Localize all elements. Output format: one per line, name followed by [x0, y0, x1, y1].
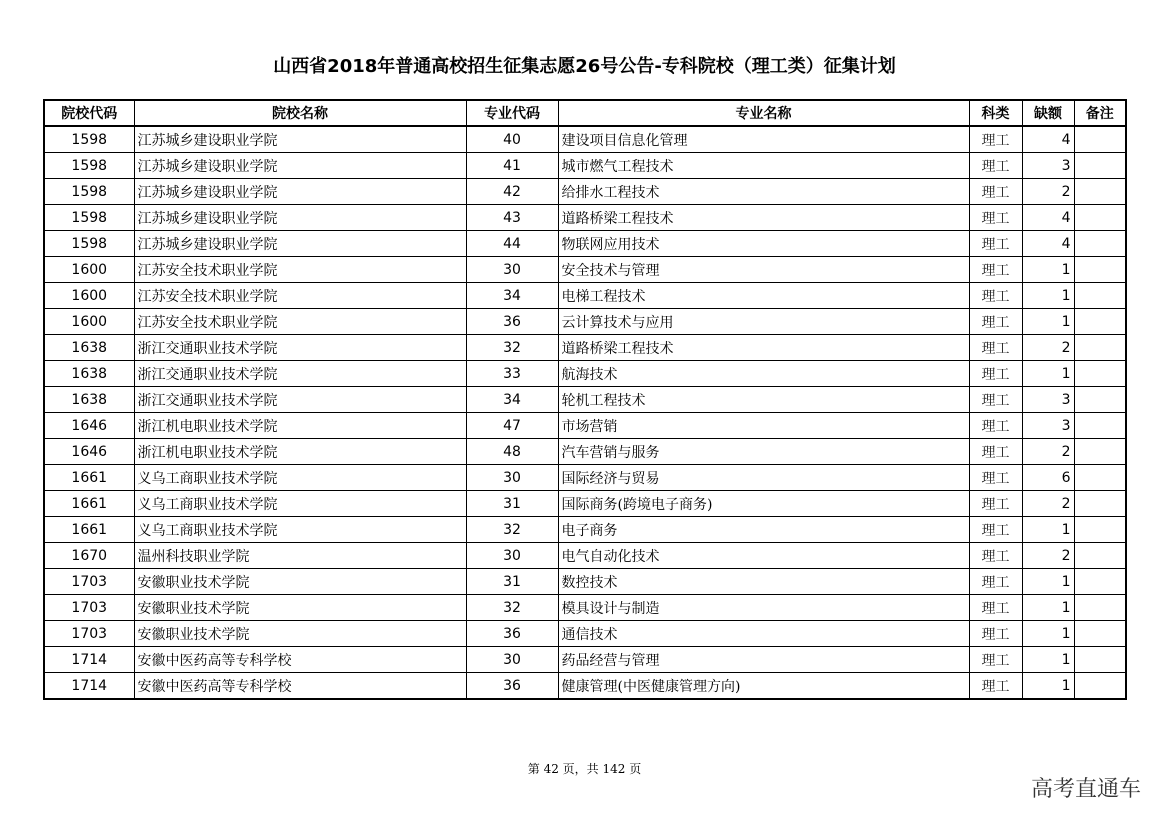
cell-major-code: 34	[466, 283, 558, 309]
cell-remarks	[1074, 153, 1126, 179]
cell-school-name: 江苏城乡建设职业学院	[134, 126, 466, 153]
table-row	[44, 543, 1126, 569]
cell-school-code: 1714	[44, 647, 134, 673]
cell-category: 理工	[969, 231, 1022, 257]
cell-category: 理工	[969, 361, 1022, 387]
cell-school-name: 江苏城乡建设职业学院	[134, 153, 466, 179]
cell-remarks	[1074, 673, 1126, 700]
cell-major-name: 模具设计与制造	[558, 595, 969, 621]
cell-school-name: 安徽职业技术学院	[134, 569, 466, 595]
cell-major-name: 汽车营销与服务	[558, 439, 969, 465]
cell-major-name: 城市燃气工程技术	[558, 153, 969, 179]
cell-category: 理工	[969, 387, 1022, 413]
cell-major-name: 安全技术与管理	[558, 257, 969, 283]
cell-major-code: 36	[466, 309, 558, 335]
cell-category: 理工	[969, 205, 1022, 231]
cell-major-name: 电子商务	[558, 517, 969, 543]
cell-major-name: 电梯工程技术	[558, 283, 969, 309]
cell-vacancies: 1	[1022, 673, 1074, 700]
cell-school-code: 1703	[44, 595, 134, 621]
header-category: 科类	[969, 100, 1022, 126]
cell-vacancies: 1	[1022, 257, 1074, 283]
header-remarks: 备注	[1074, 100, 1126, 126]
watermark: 高考直通车	[1030, 777, 1141, 802]
cell-school-code: 1598	[44, 205, 134, 231]
cell-major-code: 42	[466, 179, 558, 205]
page-title: 山西省2018年普通高校招生征集志愿26号公告-专科院校（理工类）征集计划	[273, 56, 896, 77]
cell-remarks	[1074, 543, 1126, 569]
cell-school-name: 浙江交通职业技术学院	[134, 361, 466, 387]
cell-major-name: 通信技术	[558, 621, 969, 647]
cell-school-name: 浙江机电职业技术学院	[134, 413, 466, 439]
cell-school-name: 浙江交通职业技术学院	[134, 387, 466, 413]
cell-category: 理工	[969, 179, 1022, 205]
cell-category: 理工	[969, 335, 1022, 361]
cell-major-code: 32	[466, 517, 558, 543]
table-row	[44, 205, 1126, 231]
cell-major-code: 41	[466, 153, 558, 179]
table-row	[44, 179, 1126, 205]
table-row	[44, 569, 1126, 595]
cell-vacancies: 1	[1022, 309, 1074, 335]
cell-major-name: 国际经济与贸易	[558, 465, 969, 491]
cell-school-code: 1661	[44, 491, 134, 517]
cell-remarks	[1074, 309, 1126, 335]
cell-school-code: 1646	[44, 439, 134, 465]
cell-vacancies: 4	[1022, 231, 1074, 257]
cell-vacancies: 1	[1022, 283, 1074, 309]
table-row	[44, 491, 1126, 517]
cell-vacancies: 3	[1022, 153, 1074, 179]
cell-school-name: 义乌工商职业技术学院	[134, 465, 466, 491]
cell-major-name: 云计算技术与应用	[558, 309, 969, 335]
cell-school-name: 江苏安全技术职业学院	[134, 309, 466, 335]
cell-remarks	[1074, 231, 1126, 257]
cell-major-name: 健康管理(中医健康管理方向)	[558, 673, 969, 700]
cell-school-name: 安徽中医药高等专科学校	[134, 647, 466, 673]
cell-major-name: 建设项目信息化管理	[558, 126, 969, 153]
cell-school-name: 江苏安全技术职业学院	[134, 257, 466, 283]
table-row	[44, 126, 1126, 153]
cell-category: 理工	[969, 257, 1022, 283]
cell-school-name: 江苏城乡建设职业学院	[134, 231, 466, 257]
cell-school-code: 1598	[44, 153, 134, 179]
table-row	[44, 309, 1126, 335]
header-vacancies: 缺额	[1022, 100, 1074, 126]
cell-vacancies: 1	[1022, 647, 1074, 673]
cell-remarks	[1074, 387, 1126, 413]
table-row	[44, 517, 1126, 543]
cell-major-code: 33	[466, 361, 558, 387]
cell-vacancies: 1	[1022, 361, 1074, 387]
cell-school-name: 江苏城乡建设职业学院	[134, 179, 466, 205]
cell-remarks	[1074, 335, 1126, 361]
cell-category: 理工	[969, 465, 1022, 491]
cell-major-name: 物联网应用技术	[558, 231, 969, 257]
cell-remarks	[1074, 595, 1126, 621]
cell-school-code: 1598	[44, 179, 134, 205]
cell-major-name: 国际商务(跨境电子商务)	[558, 491, 969, 517]
cell-category: 理工	[969, 647, 1022, 673]
cell-major-name: 药品经营与管理	[558, 647, 969, 673]
cell-major-code: 31	[466, 569, 558, 595]
cell-major-name: 市场营销	[558, 413, 969, 439]
cell-school-name: 安徽职业技术学院	[134, 621, 466, 647]
cell-vacancies: 1	[1022, 621, 1074, 647]
table-header-row	[44, 100, 1126, 126]
cell-school-code: 1703	[44, 569, 134, 595]
cell-vacancies: 4	[1022, 126, 1074, 153]
cell-school-code: 1600	[44, 283, 134, 309]
table-row	[44, 647, 1126, 673]
cell-school-code: 1646	[44, 413, 134, 439]
cell-remarks	[1074, 647, 1126, 673]
cell-major-code: 43	[466, 205, 558, 231]
cell-category: 理工	[969, 309, 1022, 335]
cell-vacancies: 4	[1022, 205, 1074, 231]
cell-remarks	[1074, 465, 1126, 491]
cell-school-code: 1638	[44, 335, 134, 361]
cell-category: 理工	[969, 126, 1022, 153]
header-major-name: 专业名称	[558, 100, 969, 126]
table-row	[44, 283, 1126, 309]
cell-major-code: 48	[466, 439, 558, 465]
cell-category: 理工	[969, 569, 1022, 595]
table-row	[44, 673, 1126, 700]
cell-remarks	[1074, 413, 1126, 439]
cell-major-name: 电气自动化技术	[558, 543, 969, 569]
table-row	[44, 387, 1126, 413]
cell-major-code: 47	[466, 413, 558, 439]
cell-remarks	[1074, 179, 1126, 205]
table-row	[44, 257, 1126, 283]
cell-category: 理工	[969, 283, 1022, 309]
cell-school-code: 1598	[44, 231, 134, 257]
cell-major-code: 44	[466, 231, 558, 257]
header-major-code: 专业代码	[466, 100, 558, 126]
cell-vacancies: 2	[1022, 491, 1074, 517]
cell-school-name: 浙江机电职业技术学院	[134, 439, 466, 465]
cell-remarks	[1074, 283, 1126, 309]
cell-major-code: 31	[466, 491, 558, 517]
cell-major-name: 道路桥梁工程技术	[558, 335, 969, 361]
cell-major-code: 34	[466, 387, 558, 413]
cell-school-code: 1598	[44, 126, 134, 153]
cell-category: 理工	[969, 517, 1022, 543]
cell-category: 理工	[969, 153, 1022, 179]
cell-vacancies: 6	[1022, 465, 1074, 491]
cell-remarks	[1074, 491, 1126, 517]
cell-vacancies: 1	[1022, 517, 1074, 543]
cell-school-name: 江苏城乡建设职业学院	[134, 205, 466, 231]
cell-school-name: 义乌工商职业技术学院	[134, 491, 466, 517]
cell-school-code: 1703	[44, 621, 134, 647]
table-row	[44, 465, 1126, 491]
cell-remarks	[1074, 621, 1126, 647]
cell-major-code: 30	[466, 647, 558, 673]
cell-major-code: 32	[466, 335, 558, 361]
cell-major-code: 36	[466, 621, 558, 647]
cell-school-name: 义乌工商职业技术学院	[134, 517, 466, 543]
cell-remarks	[1074, 205, 1126, 231]
cell-remarks	[1074, 517, 1126, 543]
header-school-code: 院校代码	[44, 100, 134, 126]
table-row	[44, 595, 1126, 621]
cell-vacancies: 3	[1022, 387, 1074, 413]
cell-remarks	[1074, 439, 1126, 465]
cell-school-code: 1600	[44, 309, 134, 335]
cell-category: 理工	[969, 673, 1022, 700]
cell-vacancies: 3	[1022, 413, 1074, 439]
cell-major-name: 道路桥梁工程技术	[558, 205, 969, 231]
table-row	[44, 153, 1126, 179]
cell-school-name: 安徽中医药高等专科学校	[134, 673, 466, 700]
cell-category: 理工	[969, 543, 1022, 569]
cell-school-code: 1661	[44, 465, 134, 491]
cell-category: 理工	[969, 491, 1022, 517]
cell-category: 理工	[969, 621, 1022, 647]
cell-school-name: 浙江交通职业技术学院	[134, 335, 466, 361]
cell-remarks	[1074, 257, 1126, 283]
cell-major-name: 给排水工程技术	[558, 179, 969, 205]
cell-school-code: 1670	[44, 543, 134, 569]
cell-school-name: 安徽职业技术学院	[134, 595, 466, 621]
cell-vacancies: 2	[1022, 335, 1074, 361]
page-number: 第 42 页，共 142 页	[527, 762, 642, 776]
cell-category: 理工	[969, 439, 1022, 465]
cell-remarks	[1074, 126, 1126, 153]
cell-school-code: 1638	[44, 361, 134, 387]
cell-school-name: 温州科技职业学院	[134, 543, 466, 569]
cell-vacancies: 1	[1022, 595, 1074, 621]
cell-category: 理工	[969, 413, 1022, 439]
cell-remarks	[1074, 569, 1126, 595]
table-row	[44, 231, 1126, 257]
enrollment-plan-table	[43, 99, 1127, 700]
cell-major-name: 轮机工程技术	[558, 387, 969, 413]
cell-major-code: 30	[466, 465, 558, 491]
cell-major-code: 30	[466, 257, 558, 283]
cell-remarks	[1074, 361, 1126, 387]
cell-major-code: 40	[466, 126, 558, 153]
cell-school-code: 1600	[44, 257, 134, 283]
cell-school-code: 1661	[44, 517, 134, 543]
cell-major-name: 航海技术	[558, 361, 969, 387]
cell-category: 理工	[969, 595, 1022, 621]
cell-school-code: 1638	[44, 387, 134, 413]
cell-major-code: 36	[466, 673, 558, 700]
cell-vacancies: 1	[1022, 569, 1074, 595]
table-row	[44, 439, 1126, 465]
cell-vacancies: 2	[1022, 543, 1074, 569]
cell-major-code: 30	[466, 543, 558, 569]
table-row	[44, 621, 1126, 647]
table-row	[44, 335, 1126, 361]
cell-vacancies: 2	[1022, 179, 1074, 205]
table-row	[44, 413, 1126, 439]
cell-school-name: 江苏安全技术职业学院	[134, 283, 466, 309]
header-school-name: 院校名称	[134, 100, 466, 126]
cell-school-code: 1714	[44, 673, 134, 700]
cell-major-code: 32	[466, 595, 558, 621]
table-row	[44, 361, 1126, 387]
cell-major-name: 数控技术	[558, 569, 969, 595]
cell-vacancies: 2	[1022, 439, 1074, 465]
